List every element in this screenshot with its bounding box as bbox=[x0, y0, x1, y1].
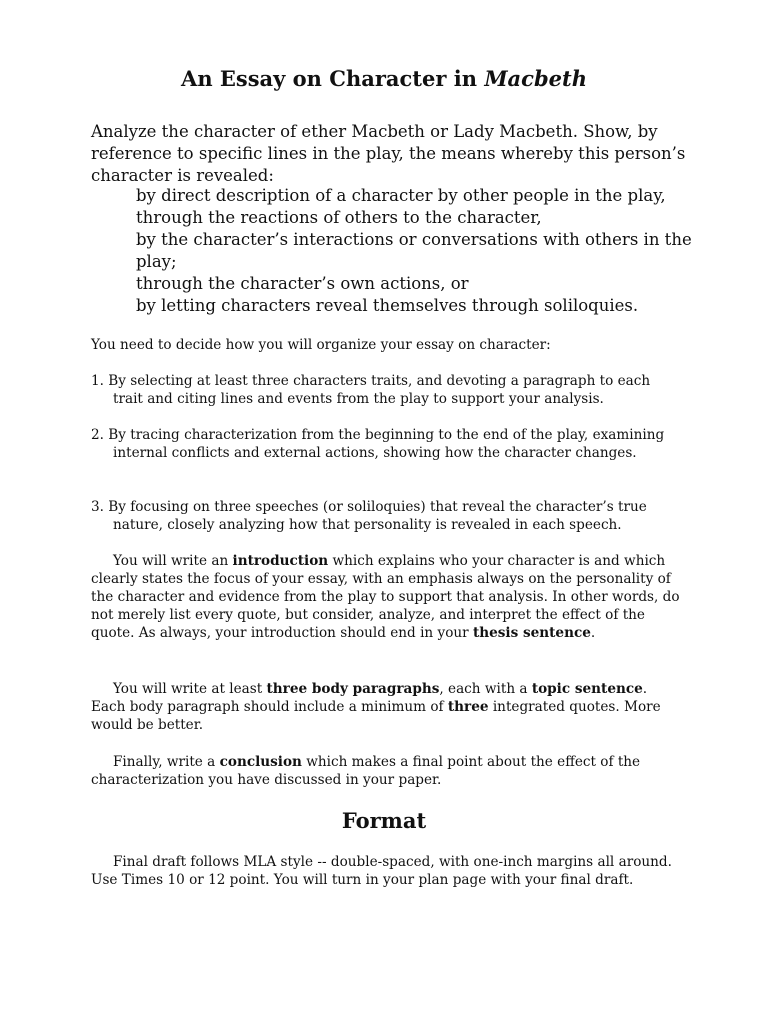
organize-lead: You need to decide how you will organize your essay on character: bbox=[91, 337, 551, 353]
option-3: 3. By focusing on three speeches (or soliloquies) that reveal the character’s true nature, closely analyzing how that personality is revealed in each speech. bbox=[91, 499, 647, 533]
introduction-paragraph: You will write an introduction which explains who your character is and which clearly states the focus of your essay, with an emphasis always on the personality of the character and evidence from the play to support that analysis. In other words, do not merely list every quote, but consider, analyze, and interpret the effect of the quote. As always, your introduction should end in your thesis sentence. bbox=[91, 553, 680, 641]
page-title: An Essay on Character in Macbeth bbox=[181, 66, 587, 91]
means-list bbox=[136, 185, 696, 317]
body-paragraphs-paragraph: You will write at least three body paragraphs, each with a topic sentence. Each body paragraph should include a minimum of three integrated quotes. More would be better. bbox=[91, 681, 661, 733]
option-1: 1. By selecting at least three characters traits, and devoting a paragraph to each trait and citing lines and events from the play to support your analysis. bbox=[91, 373, 651, 407]
conclusion-paragraph: Finally, write a conclusion which makes a final point about the effect of the characterization you have discussed in your paper. bbox=[91, 754, 641, 788]
assignment-intro: Analyze the character of ether Macbeth or Lady Macbeth. Show, by reference to specific lines in the play, the means whereby this person’s character is revealed: bbox=[91, 122, 686, 185]
list-item: through the reactions of others to the character, bbox=[136, 208, 542, 227]
list-item: through the character’s own actions, or bbox=[136, 274, 469, 293]
list-item: by direct description of a character by other people in the play, bbox=[136, 186, 666, 205]
format-paragraph: Final draft follows MLA style -- double-spaced, with one-inch margins all around. Use Times 10 or 12 point. You will turn in your plan page with your final draft. bbox=[91, 854, 672, 888]
list-item: by letting characters reveal themselves through soliloquies. bbox=[136, 296, 639, 315]
format-heading: Format bbox=[341, 808, 427, 833]
list-item: by the character’s interactions or conversations with others in the play; bbox=[136, 230, 692, 271]
option-2: 2. By tracing characterization from the beginning to the end of the play, examining internal conflicts and external actions, showing how the character changes. bbox=[91, 427, 665, 461]
